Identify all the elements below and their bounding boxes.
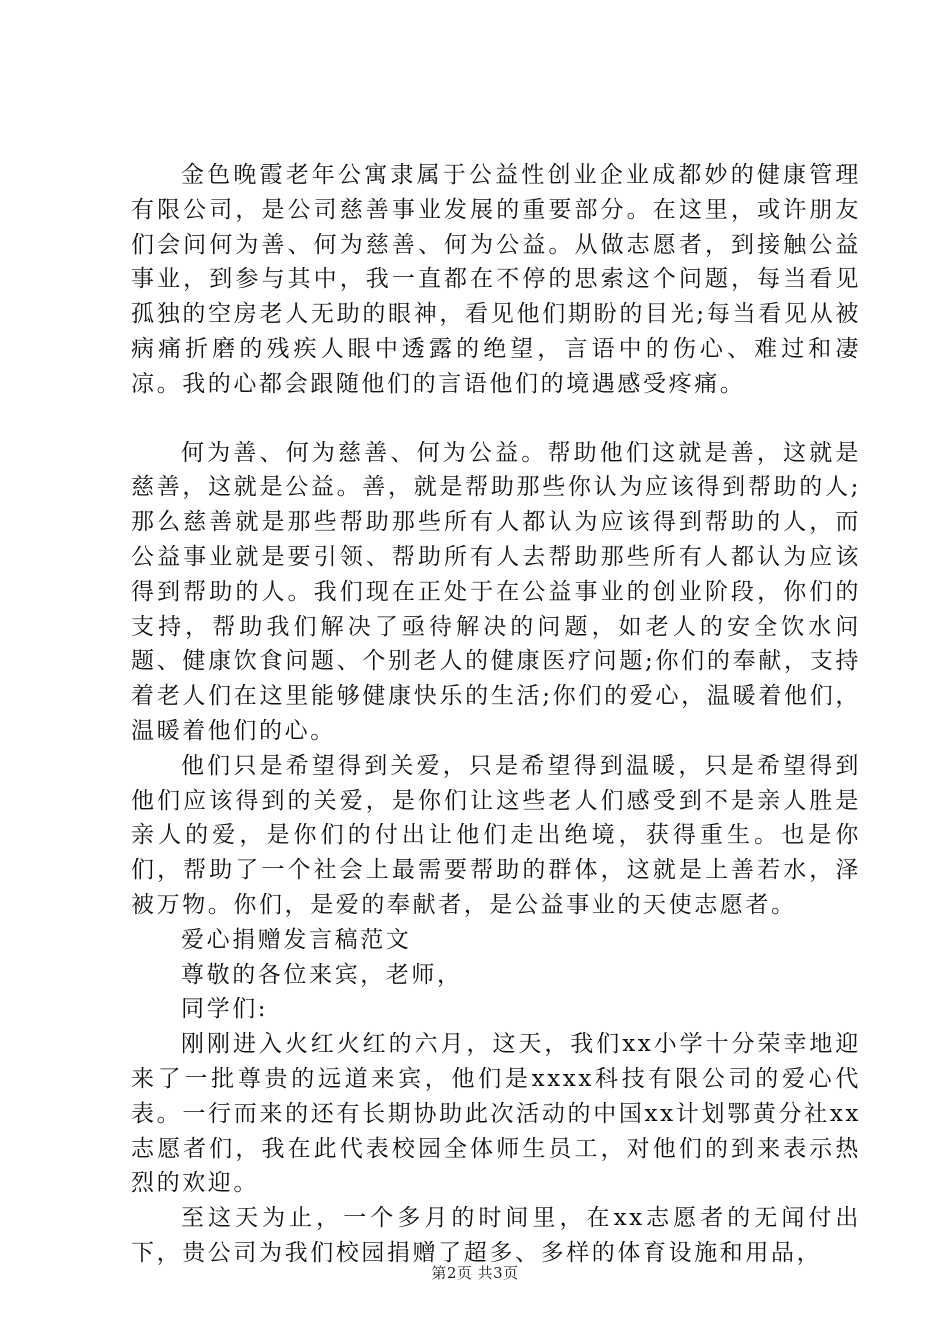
paragraph-welcome: 刚刚进入火红火红的六月，这天，我们xx小学十分荣幸地迎来了一批尊贵的远道来宾，他们是xxxx科技有限公司的爱心代表。一行而来的还有长期协助此次活动的中国xx计划鄂黄分社xx志愿者们，我在此代表校园全体师生员工，对他们的到来表示热烈的欢迎。 bbox=[131, 1031, 861, 1197]
paragraph-3: 他们只是希望得到关爱，只是希望得到温暖，只是希望得到他们应该得到的关爱，是你们让这些老人们感受到不是亲人胜是亲人的爱，是你们的付出让他们走出绝境，获得重生。也是你们，帮助了一个社会上最需要帮助的群体，这就是上善若水，泽被万物。你们，是爱的奉献者，是公益事业的天使志愿者。 bbox=[131, 752, 861, 918]
body-text bbox=[131, 158, 861, 1271]
paragraph-2: 何为善、何为慈善、何为公益。帮助他们这就是善，这就是慈善，这就是公益。善，就是帮助那些你认为应该得到帮助的人;那么慈善就是那些帮助那些所有人都认为应该得到帮助的人，而公益事业就是要引领、帮助所有人去帮助那些所有人都认为应该得到帮助的人。我们现在正处于在公益事业的创业阶段，你们的支持，帮助我们解决了亟待解决的问题，如老人的安全饮水问题、健康饮食问题、个别老人的健康医疗问题;你们的奉献，支持着老人们在这里能够健康快乐的生活;你们的爱心，温暖着他们，温暖着他们的心。 bbox=[131, 439, 861, 744]
page-number-footer: 第2页 共3页 bbox=[431, 1264, 519, 1282]
salutation-students: 同学们: bbox=[181, 996, 269, 1023]
paragraph-1: 金色晚霞老年公寓隶属于公益性创业企业成都妙的健康管理有限公司，是公司慈善事业发展的重要部分。在这里，或许朋友们会问何为善、何为慈善、何为公益。从做志愿者，到接触公益事业，到参与其中，我一直都在不停的思索这个问题，每当看见孤独的空房老人无助的眼神，看见他们期盼的目光;每当看见从被病痛折磨的残疾人眼中透露的绝望，言语中的伤心、难过和凄凉。我的心都会跟随他们的言语他们的境遇感受疼痛。 bbox=[131, 162, 861, 397]
paragraph-donation: 至这天为止，一个多月的时间里，在xx志愿者的无闻付出下，贵公司为我们校园捐赠了超多、多样的体育设施和用品， bbox=[131, 1205, 861, 1266]
speech-title: 爱心捐赠发言稿范文 bbox=[181, 926, 412, 953]
salutation-guests: 尊敬的各位来宾，老师， bbox=[181, 961, 463, 988]
paragraph-gap bbox=[131, 402, 861, 436]
